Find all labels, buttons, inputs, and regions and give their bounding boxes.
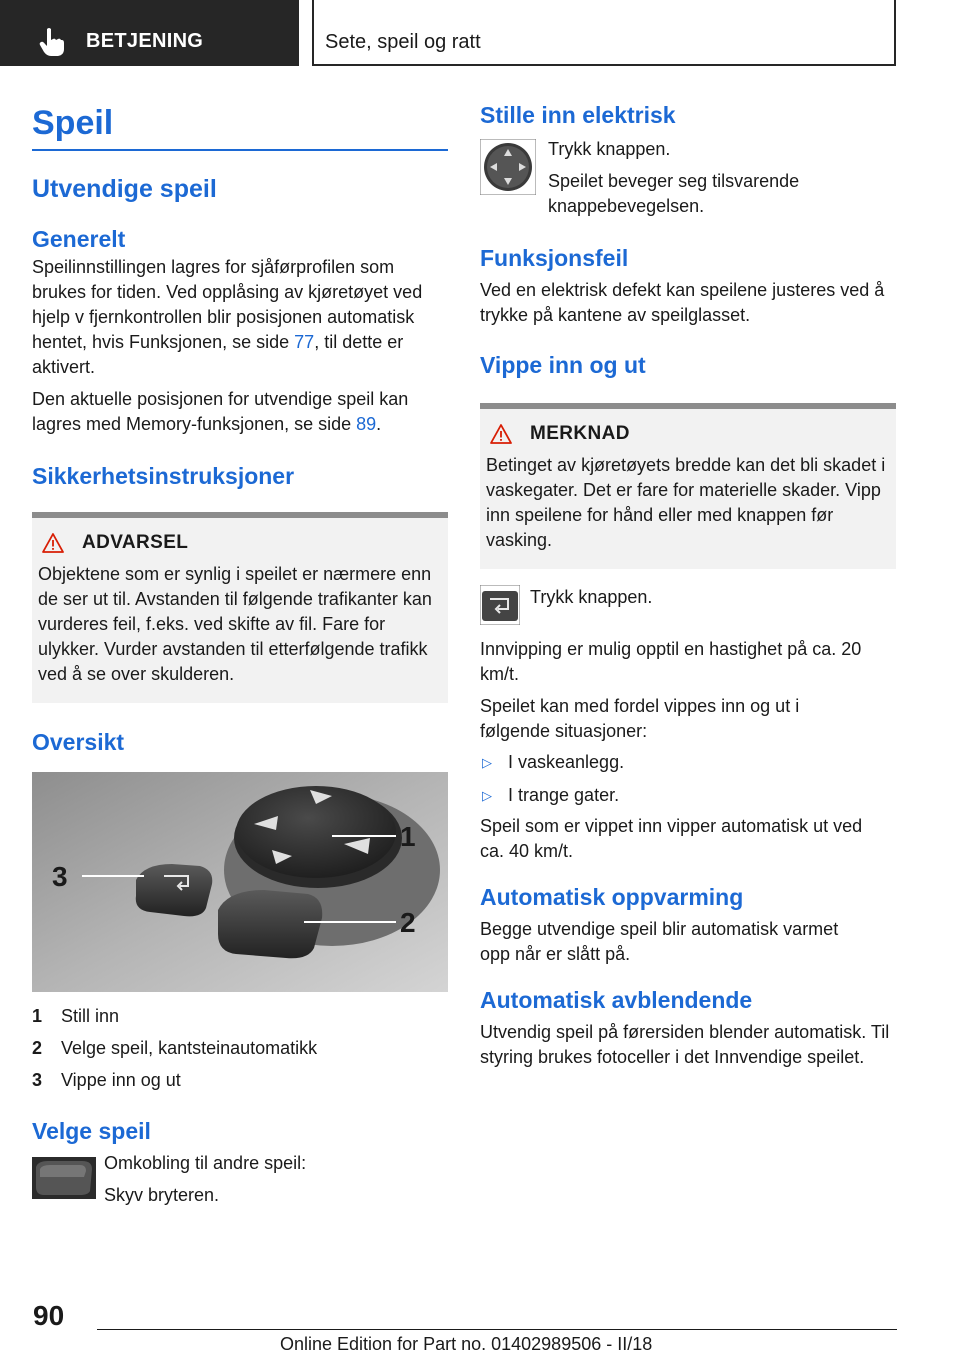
page-link-89[interactable]: 89 — [356, 414, 377, 434]
fold-bullets — [480, 746, 896, 812]
hand-pointer-icon — [38, 27, 66, 57]
warning-text: Objektene som er synlig i speilet er nærmere enn de ser ut til. Avstanden til følgende trafikanter kan vurderes feil, f.eks. ved skifte av fil. Fare for ulykker. Vurder avstanden til etterfølgende trafikk ved å se over skulderen. — [38, 564, 432, 684]
callout-1: 1 — [400, 821, 416, 852]
page-title: Speil — [32, 100, 448, 151]
fold-press-text: Trykk knappen. — [530, 587, 653, 607]
section-label: BETJENING — [86, 30, 204, 52]
select-mirror-p2: Skyv bryteren. — [104, 1185, 220, 1205]
triangle-bullet-icon: ▷ — [482, 755, 492, 770]
warning-box — [32, 512, 448, 703]
legend-item: 3 Vippe inn og ut — [32, 1070, 181, 1090]
mirror-selector-switch-icon — [32, 1157, 96, 1199]
heading-fold: Vippe inn og ut — [480, 352, 646, 378]
warning-triangle-icon — [490, 424, 512, 444]
malfunction-text: Ved en elektrisk defekt kan speilene justeres ved å trykke på kantene av speilglasset. — [480, 280, 885, 325]
footer-rule — [97, 1329, 897, 1330]
heading-electric: Stille inn elektrisk — [480, 102, 676, 128]
notice-header — [486, 423, 890, 445]
heading-general: Generelt — [32, 226, 126, 252]
general-paragraph-1: Speilinnstillingen lagres for sjåførprofilen som brukes for tiden. Ved opplåsing av kjøretøyet ved hjelp v fjernkontrollen blir posisjonen automatisk hentet, hvis Funksjonen, se side 77, til dette er aktivert. — [32, 257, 423, 377]
notice-text: Betinget av kjøretøyets bredde kan det bli skadet i vaskegater. Det er fare for materielle skader. Vipp inn speilene for hånd eller med knappen før vasking. — [486, 455, 886, 550]
page-header — [0, 0, 960, 66]
page-link-77[interactable]: 77 — [294, 332, 315, 352]
heading-safety: Sikkerhetsinstruksjoner — [32, 463, 295, 489]
heading-heating: Automatisk oppvarming — [480, 884, 744, 910]
heading-malfunction: Funksjonsfeil — [480, 245, 629, 271]
electric-p2: Speilet beveger seg tilsvarende knappebevegelsen. — [548, 171, 800, 216]
warning-title: ADVARSEL — [82, 532, 189, 553]
callout-2: 2 — [400, 907, 416, 938]
mirror-switch-figure — [32, 772, 448, 992]
callout-3: 3 — [52, 861, 68, 892]
fold-p1: Innvipping er mulig opptil en hastighet på ca. 20 km/t. — [480, 639, 862, 684]
fold-p2: Speilet kan med fordel vippes inn og ut i følgende situasjoner: — [480, 696, 800, 741]
notice-box — [480, 403, 896, 569]
heading-dimming: Automatisk avblendende — [480, 987, 753, 1013]
left-column — [32, 100, 448, 1208]
select-mirror-text — [104, 1151, 306, 1208]
legend-item: 2 Velge speil, kantsteinautomatikk — [32, 1038, 318, 1058]
electric-text — [548, 137, 898, 219]
legend-item: 1 Still inn — [32, 1006, 120, 1026]
select-mirror-p1: Omkobling til andre speil: — [104, 1153, 307, 1173]
general-paragraph-2: Den aktuelle posisjonen for utvendige speil kan lagres med Memory-funksjonen, se side 89. — [32, 389, 409, 434]
edition-note: Online Edition for Part no. 01402989506 - II/18 — [280, 1334, 653, 1354]
electric-row — [480, 137, 896, 219]
list-item: ▷ I trange gater. — [480, 779, 896, 812]
notice-title: MERKNAD — [530, 423, 630, 444]
warning-header — [38, 532, 442, 554]
electric-p1: Trykk knappen. — [548, 139, 671, 159]
mirror-adjust-button-icon — [480, 139, 536, 195]
page-number: 90 — [33, 1300, 65, 1331]
section-tab — [0, 0, 299, 66]
select-mirror-row — [32, 1151, 448, 1208]
right-column — [480, 100, 896, 1070]
chapter-title: Sete, speil og ratt — [325, 31, 481, 53]
overview-figure — [32, 772, 448, 992]
triangle-bullet-icon: ▷ — [482, 788, 492, 803]
fold-mirror-button-icon — [480, 585, 520, 625]
heading-overview: Oversikt — [32, 729, 125, 755]
fold-button-row — [480, 585, 896, 625]
dimming-text: Utvendig speil på førersiden blender automatisk. Til styring brukes fotoceller i det Innvendige speilet. — [480, 1022, 890, 1067]
list-item: ▷ I vaskeanlegg. — [480, 746, 896, 779]
heading-select-mirror: Velge speil — [32, 1118, 151, 1144]
heating-text: Begge utvendige speil blir automatisk varmet opp når er slått på. — [480, 919, 839, 964]
figure-legend — [32, 1000, 448, 1096]
heading-outer-mirrors: Utvendige speil — [32, 175, 217, 203]
fold-p3: Speil som er vippet inn vipper automatisk ut ved ca. 40 km/t. — [480, 816, 863, 861]
warning-triangle-icon — [42, 533, 64, 553]
